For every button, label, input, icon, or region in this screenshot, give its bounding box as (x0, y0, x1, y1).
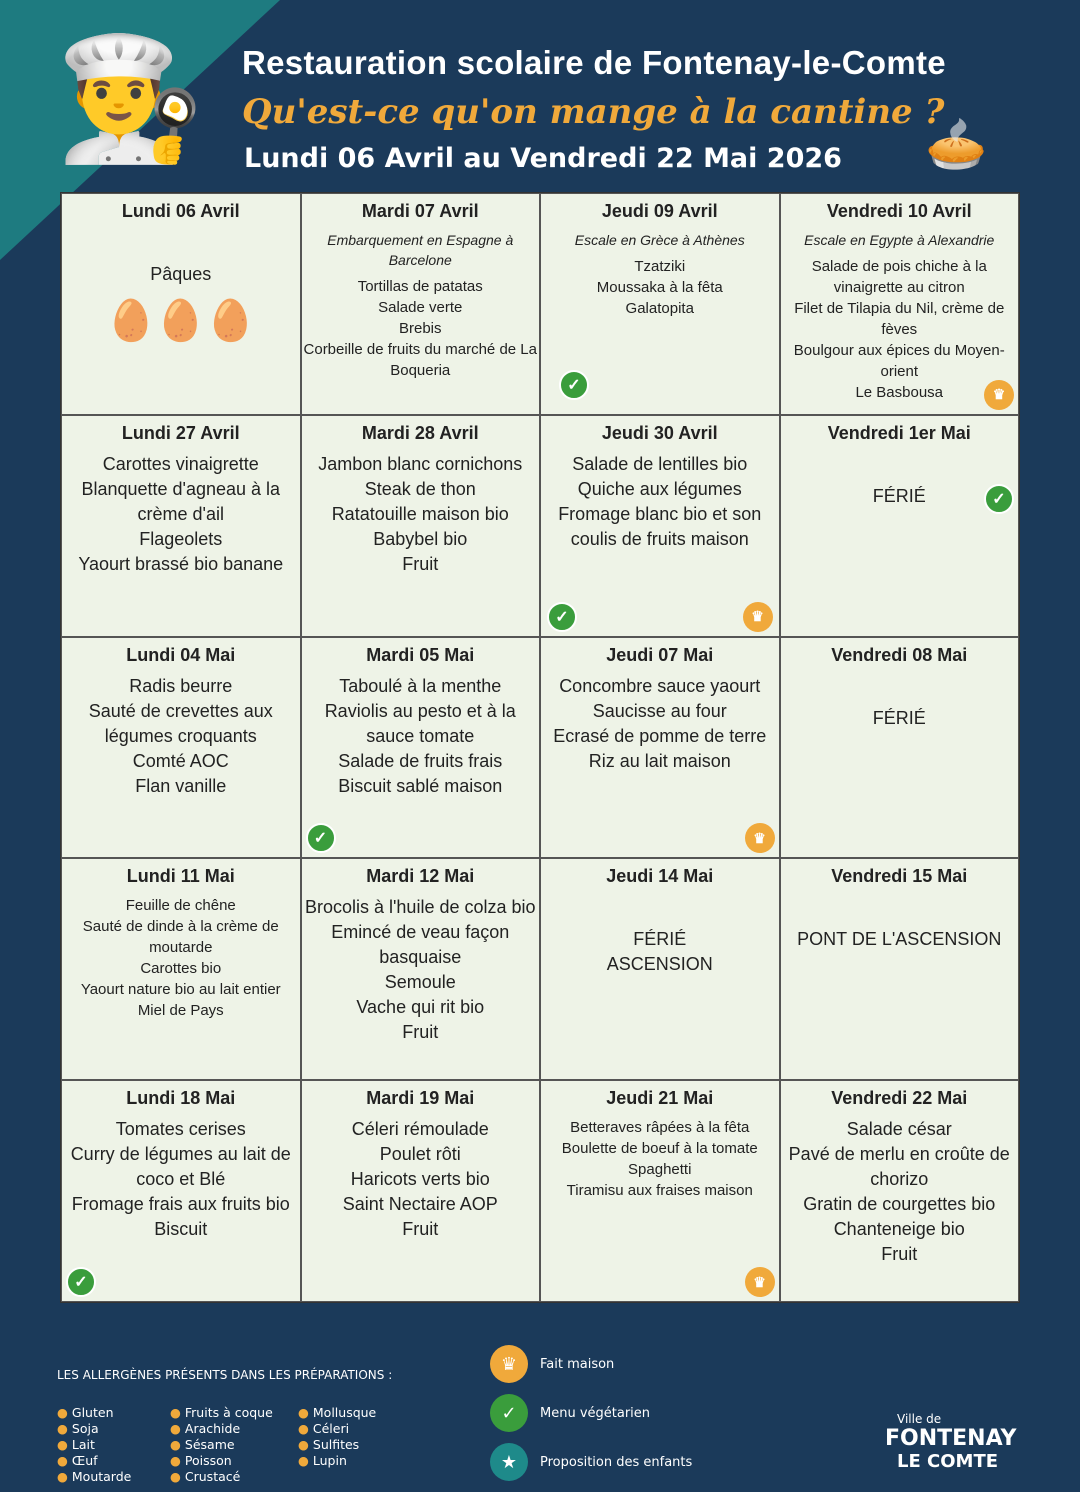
homemade-icon: ♛ (984, 380, 1014, 410)
allergen-item: ● Lait (57, 1437, 170, 1453)
menu-item: ASCENSION (606, 954, 713, 975)
menu-item: Tiramisu aux fraises maison (566, 1182, 753, 1200)
day-label: Mardi 07 Avril (361, 201, 479, 221)
day-label: Jeudi 21 Mai (606, 1088, 714, 1109)
menu-item: Flageolets (139, 528, 223, 549)
menu-item: Salade de fruits frais (338, 750, 503, 771)
legend-key (490, 1345, 614, 1383)
vegetarian-icon: ✓ (490, 1394, 528, 1432)
day-label: Mardi 12 Mai (366, 866, 475, 887)
menu-item: Salade de lentilles bio (572, 453, 748, 474)
day-cell (780, 637, 1020, 859)
menu-item: FÉRIÉ (633, 929, 687, 950)
allergen-item: ● Soja (57, 1421, 170, 1437)
menu-item: Yaourt brassé bio banane (78, 553, 284, 574)
menu-item: Carottes bio (140, 960, 222, 978)
allergen-item: ● Céleri (298, 1421, 418, 1437)
day-cell (301, 637, 541, 859)
menu-item: Quiche aux légumes (577, 478, 742, 499)
menu-item: Carottes vinaigrette (102, 453, 259, 474)
page-title: Restauration scolaire de Fontenay-le-Comte (242, 44, 946, 81)
day-label: Jeudi 30 Avril (601, 422, 718, 443)
menu-item: Blanquette d'agneau à la crème d'ail (81, 478, 281, 524)
menu-item: Chanteneige bio (833, 1219, 965, 1240)
day-label: Vendredi 08 Mai (831, 644, 968, 665)
logo-line2: FONTENAY (885, 1426, 1017, 1451)
menu-item: Saint Nectaire AOP (342, 1194, 498, 1215)
menu-item: Fruit (402, 1022, 439, 1043)
day-cell (61, 415, 301, 637)
menu-item: Céleri rémoulade (351, 1119, 489, 1140)
menu-item: Pavé de merlu en croûte de chorizo (788, 1144, 1010, 1190)
menu-item: Taboulé à la menthe (339, 675, 502, 696)
day-cell (301, 193, 541, 415)
day-label: Lundi 04 Mai (126, 644, 236, 665)
theme: Escale en Grèce à Athènes (574, 232, 745, 248)
menu-item: Biscuit sablé maison (338, 775, 503, 796)
menu-grid (60, 192, 1020, 1303)
menu-item: Steak de thon (364, 478, 476, 499)
menu-item: Curry de légumes au lait de coco et Blé (70, 1144, 291, 1190)
menu-item: Sauté de dinde à la crème de moutarde (82, 918, 279, 957)
menu-item: Ratatouille maison bio (331, 503, 509, 524)
allergen-item: ● Fruits à coque (170, 1405, 298, 1421)
city-logo (845, 1412, 1016, 1472)
menu-item: Riz au lait maison (588, 750, 731, 771)
day-cell (61, 1080, 301, 1302)
day-cell (540, 858, 780, 1080)
logo-line1: Ville de (897, 1412, 942, 1426)
star-icon: ★ (490, 1443, 528, 1481)
menu-item: Tomates cerises (115, 1119, 246, 1140)
day-cell (780, 858, 1020, 1080)
day-cell (540, 1080, 780, 1302)
menu-item: Boulette de boeuf à la tomate (561, 1140, 758, 1158)
date-range: Lundi 06 Avril au Vendredi 22 Mai 2026 (244, 143, 842, 174)
day-label: Vendredi 1er Mai (827, 422, 971, 443)
day-label: Lundi 27 Avril (121, 422, 240, 443)
menu-item: Tortillas de patatas (357, 278, 483, 295)
menu-item: Spaghetti (628, 1161, 692, 1179)
day-cell (540, 637, 780, 859)
allergen-item: ● Sésame (170, 1437, 298, 1453)
menu-item: Biscuit (154, 1219, 208, 1240)
menu-item: Comté AOC (132, 750, 229, 771)
menu-item: Fruit (881, 1244, 918, 1265)
menu-item: Flan vanille (135, 775, 227, 796)
day-label: Lundi 18 Mai (126, 1088, 236, 1109)
homemade-icon: ♛ (743, 602, 773, 632)
day-label: Vendredi 22 Mai (831, 1088, 968, 1109)
menu-item: Tzatziki (634, 258, 686, 275)
menu-item: Boulgour aux épices du Moyen-orient (793, 342, 1005, 380)
menu-item: FÉRIÉ (872, 485, 926, 506)
menu-item: Salade de pois chiche à la vinaigrette au citron (811, 258, 987, 296)
menu-item: Emincé de veau façon basquaise (331, 922, 510, 968)
day-cell (301, 415, 541, 637)
menu-item: Radis beurre (129, 675, 233, 696)
menu-item: Galatopita (625, 300, 694, 317)
menu-item: Sauté de crevettes aux légumes croquants (88, 700, 273, 746)
legend-key-label: Fait maison (540, 1356, 615, 1372)
day-cell (780, 193, 1020, 415)
legend-key-label: Proposition des enfants (540, 1454, 693, 1470)
easter-eggs-illustration: 🥚🥚🥚 (106, 299, 256, 343)
day-label: Jeudi 07 Mai (606, 644, 714, 665)
legend-key-label: Menu végétarien (540, 1405, 651, 1421)
menu-item: Salade césar (846, 1119, 952, 1140)
allergen-item: ● Lupin (298, 1453, 418, 1469)
day-cell (540, 415, 780, 637)
theme: Escale en Egypte à Alexandrie (804, 232, 995, 248)
menu-item: Babybel bio (373, 528, 468, 549)
menu-item: Haricots verts bio (350, 1169, 490, 1190)
vegetarian-icon: ✓ (559, 370, 589, 400)
menu-item: Fruit (402, 553, 439, 574)
page-subtitle: Qu'est-ce qu'on mange à la cantine ? (242, 92, 945, 132)
allergen-item: ● Œuf (57, 1453, 170, 1469)
allergen-item: ● Gluten (57, 1405, 170, 1421)
menu-item: Brebis (398, 320, 442, 337)
day-label: Mardi 28 Avril (361, 422, 479, 443)
day-cell (780, 415, 1020, 637)
allergen-item: ● Sulfites (298, 1437, 418, 1453)
allergen-item: ● Mollusque (298, 1405, 418, 1421)
day-cell (540, 193, 780, 415)
vegetarian-icon: ✓ (547, 602, 577, 632)
pie-illustration: 🥧 (925, 115, 988, 173)
menu-item: Feuille de chêne (125, 897, 236, 915)
day-label: Vendredi 15 Mai (831, 866, 968, 887)
menu-item: Le Basbousa (855, 384, 944, 401)
day-label: Jeudi 09 Avril (601, 201, 718, 221)
legend-key (490, 1443, 692, 1481)
day-label: Jeudi 14 Mai (606, 866, 714, 887)
chef-illustration: 👨‍🍳 (55, 30, 205, 169)
menu-item: Fromage frais aux fruits bio (71, 1194, 290, 1215)
menu-item: Saucisse au four (592, 700, 727, 721)
day-label: Lundi 11 Mai (126, 866, 235, 887)
menu-item: Salade verte (378, 299, 463, 316)
theme: Embarquement en Espagne à Barcelone (327, 232, 514, 268)
allergens-title: LES ALLERGÈNES PRÉSENTS DANS LES PRÉPARATIONS : (57, 1368, 393, 1382)
day-label: Mardi 05 Mai (366, 644, 475, 665)
menu-item: Raviolis au pesto et à la sauce tomate (324, 700, 516, 746)
menu-item: Pâques (150, 264, 212, 284)
menu-item: Gratin de courgettes bio (803, 1194, 996, 1215)
allergen-item: ● Crustacé (170, 1469, 298, 1485)
homemade-icon: ♛ (745, 1267, 775, 1297)
homemade-icon: ♛ (745, 823, 775, 853)
day-cell (61, 858, 301, 1080)
homemade-icon: ♛ (490, 1345, 528, 1383)
day-cell (301, 1080, 541, 1302)
menu-item: Fruit (402, 1219, 439, 1240)
menu-item: Betteraves râpées à la fêta (570, 1119, 750, 1137)
legend-key (490, 1394, 650, 1432)
allergens-list (57, 1405, 418, 1485)
menu-item: Corbeille de fruits du marché de La Boqueria (303, 341, 537, 379)
menu-item: Vache qui rit bio (356, 997, 485, 1018)
menu-item: Fromage blanc bio et son coulis de fruits maison (558, 503, 762, 549)
allergen-item: ● Moutarde (57, 1469, 170, 1485)
day-cell (780, 1080, 1020, 1302)
menu-item: Concombre sauce yaourt (559, 675, 761, 696)
menu-item: Miel de Pays (137, 1002, 224, 1020)
menu-item: Yaourt nature bio au lait entier (80, 981, 281, 999)
day-label: Vendredi 10 Avril (826, 201, 972, 221)
menu-item: Poulet rôti (379, 1144, 461, 1165)
vegetarian-icon: ✓ (984, 484, 1014, 514)
menu-item: Brocolis à l'huile de colza bio (304, 897, 536, 918)
menu-item: Jambon blanc cornichons (318, 453, 523, 474)
day-label: Lundi 06 Avril (121, 201, 240, 221)
menu-item: PONT DE L'ASCENSION (797, 929, 1002, 950)
allergen-item: ● Arachide (170, 1421, 298, 1437)
menu-item: FÉRIÉ (872, 707, 926, 728)
day-cell (301, 858, 541, 1080)
allergen-item: ● Poisson (170, 1453, 298, 1469)
day-cell (61, 637, 301, 859)
menu-item: Semoule (384, 972, 456, 993)
day-label: Mardi 19 Mai (366, 1088, 475, 1109)
vegetarian-icon: ✓ (66, 1267, 96, 1297)
menu-item: Ecrasé de pomme de terre (553, 725, 767, 746)
vegetarian-icon: ✓ (306, 823, 336, 853)
day-cell (61, 193, 301, 415)
menu-item: Filet de Tilapia du Nil, crème de fèves (794, 300, 1005, 338)
logo-line3: LE COMTE (897, 1451, 999, 1472)
menu-item: Moussaka à la fêta (596, 279, 723, 296)
